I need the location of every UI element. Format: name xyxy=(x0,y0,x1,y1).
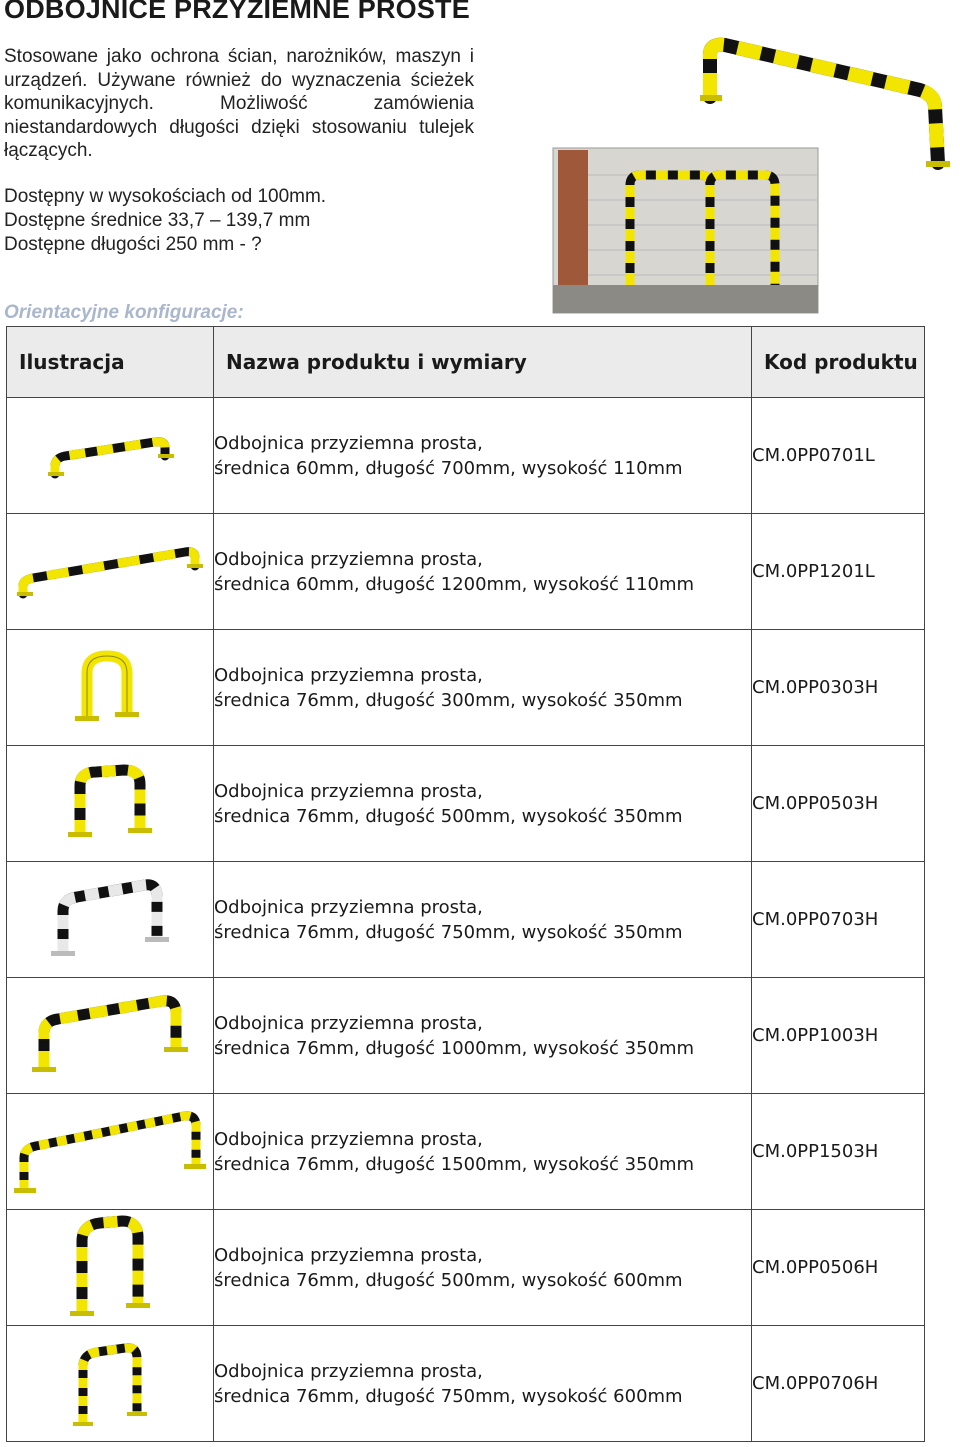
products-table xyxy=(6,326,925,1442)
white-u-bumper-icon xyxy=(45,877,175,963)
table-row xyxy=(7,514,925,630)
extra-wide-u-bumper-icon xyxy=(12,1106,208,1198)
product-name: Odbojnica przyziemna prosta, xyxy=(214,780,483,802)
wide-u-bumper-icon xyxy=(30,993,190,1079)
product-code: CM.0PP0701L xyxy=(752,445,875,466)
product-code: CM.0PP0703H xyxy=(752,909,879,930)
product-code: CM.0PP0706H xyxy=(752,1373,879,1394)
product-name: Odbojnica przyziemna prosta, xyxy=(214,432,483,454)
product-dimensions: średnica 76mm, długość 750mm, wysokość 350mm xyxy=(214,921,683,943)
spec-lengths: Dostępne długości 250 mm - ? xyxy=(4,234,262,255)
table-header-row xyxy=(7,327,925,398)
table-row xyxy=(7,746,925,862)
low-bumper-short-icon xyxy=(40,426,180,486)
table-row xyxy=(7,1326,925,1442)
product-name: Odbojnica przyziemna prosta, xyxy=(214,1360,483,1382)
table-row xyxy=(7,1210,925,1326)
product-name: Odbojnica przyziemna prosta, xyxy=(214,1244,483,1266)
product-code: CM.0PP0303H xyxy=(752,677,879,698)
configurations-subheading: Orientacyjne konfiguracje: xyxy=(4,302,244,323)
table-row xyxy=(7,862,925,978)
striped-u-bumper-icon xyxy=(60,764,160,844)
product-dimensions: średnica 76mm, długość 500mm, wysokość 350mm xyxy=(214,805,683,827)
product-code: CM.0PP0506H xyxy=(752,1257,879,1278)
page-title: ODBOJNICE PRZYZIEMNE PROSTE xyxy=(4,0,470,24)
product-name: Odbojnica przyziemna prosta, xyxy=(214,664,483,686)
intro-paragraph: Stosowane jako ochrona ścian, narożników, maszyn i urządzeń. Używane również do wyznaczenia ścieżek komunikacyjnych. Możliwość zamówienia niestandardowych długości dzięki stosowaniu tulejek łączących. xyxy=(4,46,474,161)
tall-wide-u-bumper-icon xyxy=(65,1336,155,1432)
product-name: Odbojnica przyziemna prosta, xyxy=(214,896,483,918)
product-name: Odbojnica przyziemna prosta, xyxy=(214,1128,483,1150)
spec-heights: Dostępny w wysokościach od 100mm. xyxy=(4,186,327,207)
installation-photo-icon xyxy=(553,148,818,313)
table-row xyxy=(7,630,925,746)
table-row xyxy=(7,1094,925,1210)
product-dimensions: średnica 76mm, długość 1000mm, wysokość 350mm xyxy=(214,1037,695,1059)
table-row xyxy=(7,978,925,1094)
header-product-code: Kod produktu xyxy=(764,349,918,374)
low-bumper-long-icon xyxy=(15,542,205,602)
product-code: CM.0PP1503H xyxy=(752,1141,879,1162)
product-dimensions: średnica 60mm, długość 1200mm, wysokość 110mm xyxy=(214,573,695,595)
header-illustration: Ilustracja xyxy=(19,349,125,374)
product-dimensions: średnica 76mm, długość 750mm, wysokość 600mm xyxy=(214,1385,683,1407)
specs-list xyxy=(4,185,326,257)
product-name: Odbojnica przyziemna prosta, xyxy=(214,1012,483,1034)
product-code: CM.0PP1201L xyxy=(752,561,875,582)
header-product-name: Nazwa produktu i wymiary xyxy=(226,349,527,374)
tall-u-bumper-icon xyxy=(60,1215,160,1321)
product-dimensions: średnica 60mm, długość 700mm, wysokość 110mm xyxy=(214,457,683,479)
product-dimensions: średnica 76mm, długość 300mm, wysokość 350mm xyxy=(214,689,683,711)
product-name: Odbojnica przyziemna prosta, xyxy=(214,548,483,570)
yellow-u-bumper-icon xyxy=(65,648,155,728)
product-dimensions: średnica 76mm, długość 500mm, wysokość 600mm xyxy=(214,1269,683,1291)
hero-photo-icon xyxy=(540,35,960,320)
spec-diameters: Dostępne średnice 33,7 – 139,7 mm xyxy=(4,210,311,231)
product-code: CM.0PP1003H xyxy=(752,1025,879,1046)
table-row xyxy=(7,398,925,514)
product-code: CM.0PP0503H xyxy=(752,793,879,814)
product-dimensions: średnica 76mm, długość 1500mm, wysokość 350mm xyxy=(214,1153,695,1175)
